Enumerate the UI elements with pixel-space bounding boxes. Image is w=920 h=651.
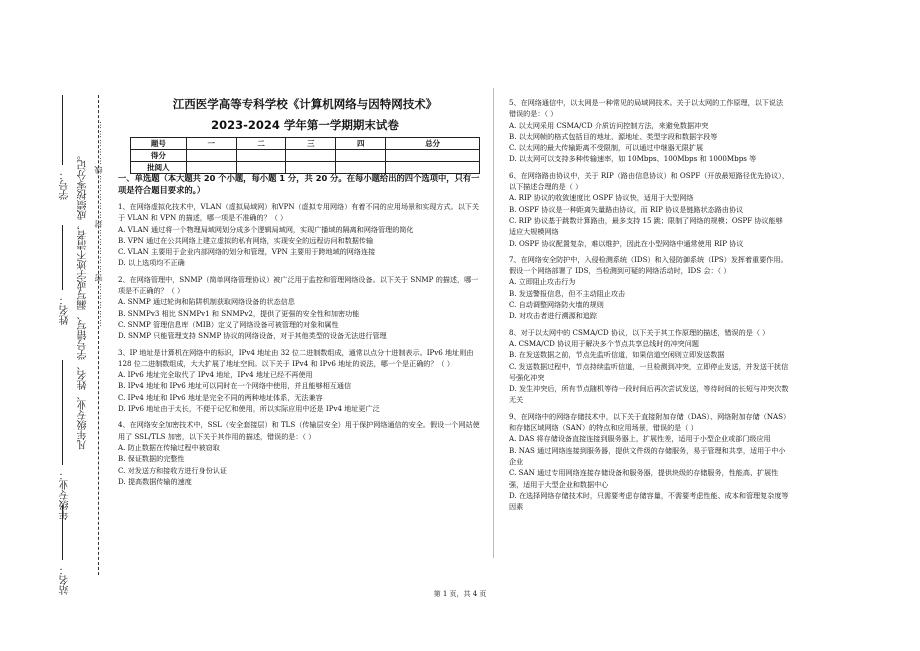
question-option: A. SNMP 通过轮询和陷阱机制获取网络设备的状态信息 (118, 297, 295, 307)
question-option: A. DAS 将存储设备直接连接到服务器上，扩展性差，适用于小型企业或部门级应用 (509, 434, 771, 444)
score-row-label: 得分 (131, 150, 187, 162)
score-header-cell: 二 (236, 138, 286, 150)
student-id-line (62, 95, 63, 165)
question-option: B. NAS 通过网络连接到服务器，提供文件级的存储服务，易于管理和共享，适用于中小企业 (509, 445, 786, 466)
score-header-cell: 三 (286, 138, 336, 150)
question-option: A. 防止数据在传输过程中被窃取 (118, 442, 220, 452)
question-option: B. IPv4 地址和 IPv6 地址可以同时在一个网络中使用，并且能够相互通信 (118, 381, 352, 391)
question-stem: 3、IP 地址是计算机在网络中的标识，IPv4 地址由 32 位二进制数组成，通常以点分十进制表示。IPv6 地址则由 128 位二进制数组成，大大扩展了地址空间。以下关于 IPv4 和 IPv6 地址的说法，哪一个是正确的？（ ） (118, 347, 474, 368)
question-stem: 8、对于以太网中的 CSMA/CD 协议，以下关于其工作原理的描述，错误的是（ ） (509, 327, 770, 337)
question-option: D. SNMP 只能管理支持 SNMP 协议的网络设备，对于其他类型的设备无法进行管理 (118, 331, 387, 341)
question-stem: 6、在网络路由协议中，关于 RIP（路由信息协议）和 OSPF（开放最短路径优先协议），以下描述合理的是（ ） (509, 170, 789, 192)
class-label: 年级专业： (60, 470, 71, 520)
question-option: A. VLAN 通过将一个物理局域网划分成多个逻辑局域网，实现广播域的隔离和网络管理的简化 (118, 224, 414, 234)
page-footer: 第 1 页，共 4 页 (433, 590, 487, 598)
question-stem: 7、在网络安全防护中，入侵检测系统（IDS）和入侵防御系统（IPS）发挥着重要作用。假设一个网络部署了 IDS，当检测到可疑的网络活动时，IDS 会：（ ） (509, 254, 788, 276)
grader-row-label: 批阅人 (131, 162, 187, 174)
question-option: A. IPv6 地址完全取代了 IPv4 地址，IPv4 地址已经不再使用 (118, 370, 313, 380)
question-option: A. 立即阻止攻击行为 (509, 277, 576, 287)
question-option: C. IPv4 地址和 IPv6 地址是完全不同的两种地址体系，无法兼容 (118, 392, 323, 402)
score-header-cell: 一 (186, 138, 236, 150)
question-option: A. CSMA/CD 协议用于解决多个节点共享总线时的冲突问题 (509, 338, 699, 348)
question-option: D. OSPF 协议配置复杂，难以维护，因此在小型网络中通常使用 RIP 协议 (509, 238, 744, 248)
score-header-cell: 题号 (131, 138, 187, 150)
question-option: D. 提高数据传输的速度 (118, 476, 192, 486)
question-option: C. SAN 通过专用网络连接存储设备和服务器，提供块级的存储服务，性能高、扩展性强，适用于大型企业和数据中心 (509, 468, 779, 489)
score-header-cell: 总分 (386, 138, 480, 150)
score-header-cell: 四 (336, 138, 386, 150)
seal-text: ……………密……………封……………线…………… (94, 120, 103, 327)
question-option: D. 在选择网络存储技术时，只需要考虑存储容量，不需要考虑性能、成本和管理复杂度等因素 (509, 490, 789, 512)
right-question-list (509, 97, 789, 512)
question-option: C. 以太网的最大传输距离不受限制，可以通过中继器无限扩展 (509, 143, 704, 153)
question-option: B. 以太网帧的格式包括目的地址、源地址、类型字段和数据字段等 (509, 131, 718, 141)
section-heading: 一、单选题（本大题共 20 个小题，每小题 1 分，共 20 分。在每小题给出的四个选项中，只有一项是符合题目要求的。） (118, 173, 480, 195)
left-question-list (118, 201, 480, 487)
question-option: B. 在发送数据之前，节点先监听信道，如果信道空闲则立即发送数据 (509, 350, 725, 360)
question-option: D. 发生冲突后，所有节点随机等待一段时间后再次尝试发送，等待时间的长短与冲突次数无关 (509, 384, 789, 405)
right-column (509, 92, 789, 512)
question-stem: 4、在网络安全加密技术中，SSL（安全套接层）和 TLS（传输层安全）用于保护网络通信的安全。假设一个网站使用了 SSL/TLS 加密，以下关于其作用的描述，错误的是：（ ） (118, 420, 480, 441)
name-label: 姓名： (60, 295, 71, 325)
school-label: 站名： (60, 565, 71, 595)
question-option: D. 以太网可以支持多种传输速率，如 10Mbps、100Mbps 和 1000Mbps 等 (509, 154, 757, 164)
score-cell (336, 150, 386, 162)
question-option: B. SNMPv3 相比 SNMPv1 和 SNMPv2，提供了更强的安全性和加密功能 (118, 308, 360, 318)
score-cell (286, 150, 336, 162)
question-option: C. 对发送方和接收方进行身份认证 (118, 465, 227, 475)
question-option: C. VLAN 主要用于企业内部网络的划分和管理，VPN 主要用于跨地域的网络连接 (118, 247, 376, 257)
score-cell (386, 150, 480, 162)
question-option: A. 以太网采用 CSMA/CD 介质访问控制方法，来避免数据冲突 (509, 120, 709, 130)
question-option: C. RIP 协议基于跳数计算路由，最多支持 15 跳；限制了网络的规模；OSPF 协议能够适应大规模网络 (509, 215, 783, 237)
question-stem: 2、在网络管理中，SNMP（简单网络管理协议）被广泛用于监控和管理网络设备。以下关于 SNMP 的描述，哪一项是不正确的？（ ） (118, 274, 479, 296)
score-row (131, 150, 480, 162)
score-cell (186, 150, 236, 162)
exam-title: 江西医学高等专科学校《计算机网络与因特网技术》 (172, 97, 438, 111)
column-divider (493, 88, 494, 558)
score-table-header-row (131, 138, 480, 150)
question-option: D. IPv6 地址由于太长，不便于记忆和使用，所以实际应用中还是 IPv4 地址更广泛 (118, 404, 380, 414)
question-option: B. VPN 通过在公共网络上建立虚拟的私有网络，实现安全的远程访问和数据传输 (118, 235, 374, 245)
question-option: D. 以上选项均不正确 (118, 258, 185, 268)
binding-margin (0, 0, 118, 651)
question-option: A. RIP 协议的收敛速度比 OSPF 协议快，适用于大型网络 (509, 193, 694, 203)
notice-text: 凡年级专业、姓名、学号错写、漏写或字迹不清者，成绩按零分记。 (78, 150, 89, 450)
question-option: C. 发送数据过程中，节点持续监听信道，一旦检测到冲突，立即停止发送，并发送干扰信号强化冲突 (509, 361, 789, 382)
question-stem: 5、在网络通信中，以太网是一种常见的局域网技术。关于以太网的工作原理，以下说法错误的是：（ ） (509, 98, 784, 119)
question-option: C. 自动调整网络防火墙的规则 (509, 300, 604, 310)
question-stem: 9、在网络中的网络存储技术中，以下关于直接附加存储（DAS）、网络附加存储（NAS）和存储区域网络（SAN）的特点和应用场景，错误的是（ ） (509, 411, 787, 433)
question-option: B. 发送警报信息，但不主动阻止攻击 (509, 288, 626, 298)
school-line (62, 505, 63, 560)
question-option: B. 保证数据的完整性 (118, 454, 185, 464)
exam-subtitle: 2023-2024 学年第一学期期末试卷 (211, 118, 399, 132)
question-option: B. OSPF 协议是一种距离矢量路由协议，而 RIP 协议是链路状态路由协议 (509, 204, 744, 214)
left-column (118, 172, 480, 487)
score-table (130, 137, 480, 174)
question-option: D. 对攻击者进行溯源和追踪 (509, 311, 597, 321)
question-stem: 1、在网络虚拟化技术中，VLAN（虚拟局域网）和VPN（虚拟专用网络）有着不同的应用场景和实现方式。以下关于 VLAN 和 VPN 的描述，哪一项是不准确的？（ ） (118, 202, 479, 223)
class-line (62, 360, 63, 465)
name-line (62, 225, 63, 290)
student-id-label: 学号： (60, 170, 71, 200)
question-option: C. SNMP 管理信息库（MIB）定义了网络设备可被管理的对象和属性 (118, 319, 339, 329)
score-cell (236, 150, 286, 162)
